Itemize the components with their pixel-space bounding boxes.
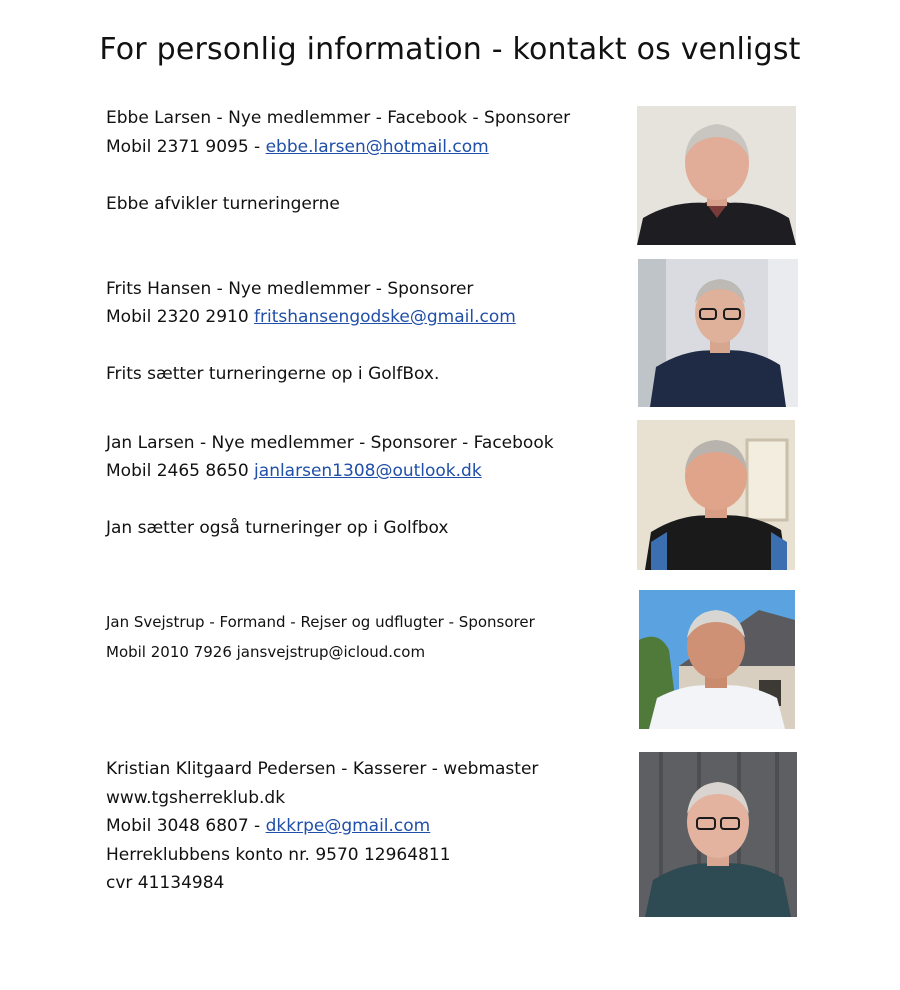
contact-jan-larsen-note: Jan sætter også turneringer op i Golfbox — [106, 518, 449, 538]
contact-ebbe-mobile-line — [106, 137, 489, 157]
photo-jan-larsen — [637, 420, 795, 570]
contact-kristian-website: www.tgsherreklub.dk — [106, 788, 286, 808]
contact-frits-mobile-line — [106, 307, 516, 327]
contact-jan-svejstrup-heading: Jan Svejstrup - Formand - Rejser og udflugter - Sponsorer — [106, 613, 535, 631]
contact-jan-larsen-heading: Jan Larsen - Nye medlemmer - Sponsorer - Facebook — [106, 433, 554, 453]
contact-ebbe-email-link[interactable]: ebbe.larsen@hotmail.com — [265, 137, 489, 157]
contact-ebbe-note: Ebbe afvikler turneringerne — [106, 194, 340, 214]
contact-kristian-mobile-line — [106, 816, 430, 836]
contact-kristian-cvr: cvr 41134984 — [106, 873, 225, 893]
contact-frits-email-link[interactable]: fritshansengodske@gmail.com — [254, 307, 516, 327]
contact-jan-svejstrup-email: jansvejstrup@icloud.com — [236, 643, 426, 661]
contact-ebbe-heading: Ebbe Larsen - Nye medlemmer - Facebook - Sponsorer — [106, 108, 571, 128]
contact-jan-svejstrup-mobile-line — [106, 643, 425, 661]
contact-kristian-account: Herreklubbens konto nr. 9570 12964811 — [106, 845, 451, 865]
photo-kristian-pedersen — [639, 752, 797, 917]
contact-jan-larsen-mobile-line — [106, 461, 482, 481]
photo-ebbe-larsen — [637, 106, 796, 245]
photo-frits-hansen — [638, 259, 798, 407]
contact-ebbe-mobile: Mobil 2371 9095 - — [106, 137, 261, 157]
contact-kristian-heading: Kristian Klitgaard Pedersen - Kasserer - webmaster — [106, 759, 539, 779]
page-title: For personlig information - kontakt os venligst — [99, 32, 801, 67]
contact-jan-larsen-email-link[interactable]: janlarsen1308@outlook.dk — [254, 461, 482, 481]
contact-jan-svejstrup-mobile: Mobil 2010 7926 — [106, 643, 232, 661]
photo-jan-svejstrup — [639, 590, 795, 729]
contact-kristian-mobile: Mobil 3048 6807 - — [106, 816, 261, 836]
contact-frits-mobile: Mobil 2320 2910 — [106, 307, 249, 327]
contact-frits-note: Frits sætter turneringerne op i GolfBox. — [106, 364, 440, 384]
contact-kristian-email-link[interactable]: dkkrpe@gmail.com — [265, 816, 431, 836]
contact-jan-larsen-mobile: Mobil 2465 8650 — [106, 461, 249, 481]
contact-frits-heading: Frits Hansen - Nye medlemmer - Sponsorer — [106, 279, 474, 299]
